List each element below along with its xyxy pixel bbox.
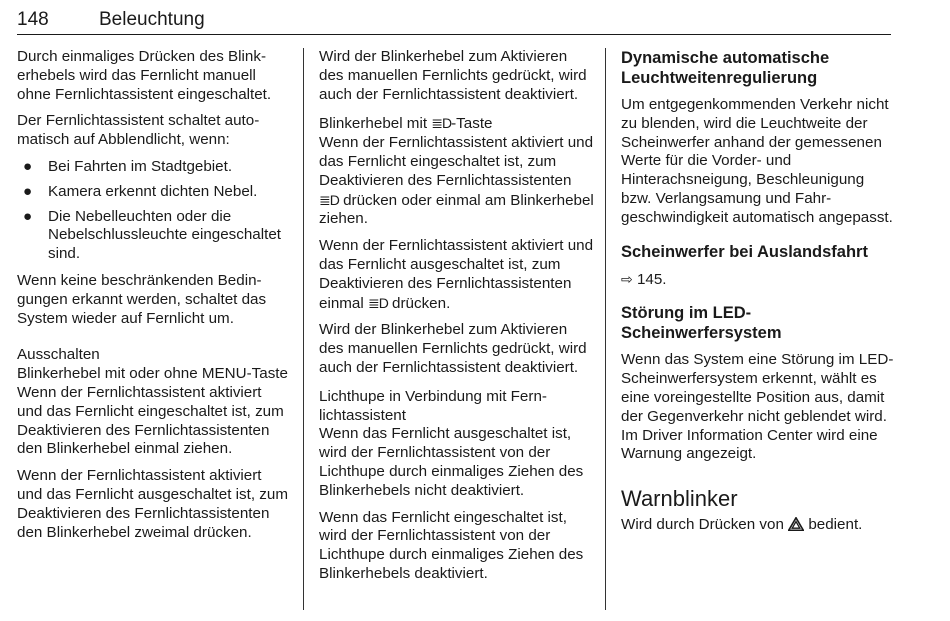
paragraph: Wird der Blinkerhebel zum Aktivieren des manuellen Fernlichts gedrückt, wird auch der Fernlichtassistent deaktiviert. <box>319 321 587 376</box>
paragraph: Wird der Blinkerhebel zum Aktivieren des manuellen Fernlichts gedrückt, wird auch der Fernlichtassistent deaktiviert. <box>319 48 587 103</box>
heading-leuchtweitenregulierung: Dynamische automatische Leuchtweitenregulierung <box>621 49 830 87</box>
paragraph: Wenn der Fernlichtassistent aktiviert und das Fernlicht ausgeschaltet ist, zum Deaktivieren des Fernlichtassistenten einmal ≣D drücken. <box>319 237 594 312</box>
subheading: Lichthupe in Verbindung mit Fernlichtassistent <box>319 387 547 424</box>
hazard-warning-icon <box>788 517 804 531</box>
column-left <box>17 48 289 550</box>
subheading: Blinkerhebel mit oder ohne MENU-Taste <box>17 365 288 383</box>
paragraph: Wenn der Fernlichtassistent aktiviert und das Fernlicht eingeschaltet ist, zum Deaktivieren des Fernlichtassistenten den Blinkerhebel einmal ziehen. <box>17 383 284 458</box>
paragraph: Der Fernlichtassistent schaltet automatisch auf Abblendlicht, wenn: <box>17 112 260 149</box>
page-number: 148 <box>17 9 49 30</box>
paragraph: Wenn das Fernlicht ausgeschaltet ist, wird der Fernlichtassistent von der Lichthupe durch einmaliges Ziehen des Blinkerhebels nicht deaktiviert. <box>319 425 584 499</box>
list-item: ● Bei Fahrten im Stadtgebiet. <box>23 157 233 175</box>
high-beam-icon: ≣D <box>367 294 388 311</box>
paragraph: Wenn der Fernlichtassistent aktiviert und das Fernlicht ausgeschaltet ist, zum Deaktivieren des Fernlichtassistenten den Blinkerhebel zweimal drücken. <box>17 467 288 541</box>
bullet-list <box>17 158 289 264</box>
heading-auslandsfahrt: Scheinwerfer bei Auslandsfahrt <box>621 242 868 261</box>
subheading: Blinkerhebel mit ≣D-Taste <box>319 115 493 133</box>
column-right <box>621 48 896 543</box>
paragraph: Wenn keine beschränkenden Bedingungen erkannt werden, schaltet das System wieder auf Fernlicht um. <box>17 271 267 327</box>
reference-arrow-icon: ⇨ <box>621 270 633 287</box>
paragraph: Wenn der Fernlichtassistent aktiviert und das Fernlicht eingeschaltet ist, zum Deaktivieren des Fernlichtassistenten ≣D drücken oder einmal am Blinkerhebel ziehen. <box>319 134 594 228</box>
paragraph: Wenn das Fernlicht eingeschaltet ist, wird der Fernlichtassistent von der Lichthupe durch einmaliges Ziehen des Blinkerhebels deaktiviert. <box>319 508 584 582</box>
high-beam-icon: ≣D <box>431 115 452 132</box>
column-middle <box>319 48 595 592</box>
page-header <box>17 8 891 35</box>
page-title: Beleuchtung <box>99 9 205 30</box>
paragraph: Durch einmaliges Drücken des Blinkerhebels wird das Fernlicht manuell ohne Fernlichtassistent eingeschaltet. <box>17 48 272 103</box>
paragraph: Wenn das System eine Störung im LED-Scheinwerfersystem erkennt, wählt es eine voreingestellte Position aus, damit der Gegenverkehr nicht geblendet wird. Im Driver Information Center wird eine Warnung angezeigt. <box>621 351 894 463</box>
column-divider <box>303 48 304 610</box>
bullet-icon: ● <box>23 157 33 175</box>
paragraph: Wird durch Drücken von bedient. <box>621 516 863 534</box>
heading-led-stoerung: Störung im LED-Scheinwerfersystem <box>621 304 782 343</box>
bullet-icon: ● <box>23 182 33 200</box>
paragraph: Um entgegenkommenden Verkehr nicht zu blenden, wird die Leuchtweite der Scheinwerfer anhand der gemessenen Werte für die Vorder- und Hinterachsneigung, Beschleunigung bzw. Verlangsamung und Fahrgeschwindigkeit automatisch angepasst. <box>621 96 893 226</box>
heading-warnblinker: Warnblinker <box>621 486 738 512</box>
section-heading-ausschalten: Ausschalten <box>17 346 100 364</box>
bullet-icon: ● <box>23 207 33 225</box>
cross-reference[interactable]: ⇨ 145. <box>621 270 667 288</box>
high-beam-icon: ≣D <box>319 191 339 208</box>
list-item: ● Kamera erkennt dichten Nebel. <box>23 182 258 200</box>
list-item: ● Die Nebelleuchten oder die Nebelschlussleuchte eingeschaltet sind. <box>23 207 282 263</box>
column-divider <box>605 48 606 610</box>
